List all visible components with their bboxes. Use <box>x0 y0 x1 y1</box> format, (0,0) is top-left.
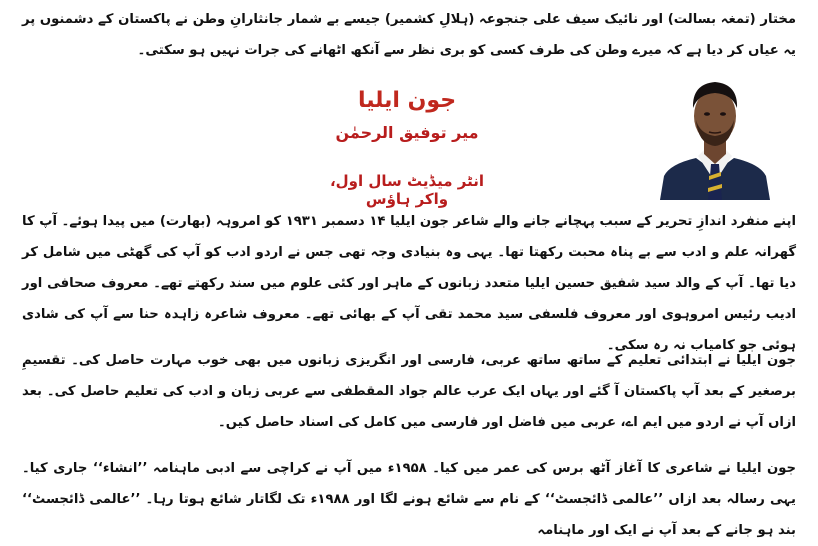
article-paragraph: جون ایلیا نے ابتدائی تعلیم کے ساتھ ساتھ عربی، فارسی اور انگریزی زبانوں میں بھی خوب مہارت حاصل کی۔ تقسیمِ برصغیر کے بعد آپ پاکستان آ گئے اور یہاں ایک عرب عالم جواد المقطفی سے عربی زبان و ادب کی تعلیم حاصل کی۔ بعد ازاں آپ نے اردو میں ایم اے، عربی میں فاضل اور فارسی میں کامل کی اسناد حاصل کیں۔ <box>22 353 796 430</box>
intro-paragraph: مختار (تمغہ بسالت) اور نائیک سیف علی جنجوعہ (ہلالِ کشمیر) جیسے بے شمار جانثارانِ وطن نے پاکستان کے دشمنوں پر یہ عیاں کر دیا ہے کہ میرے وطن کی طرف کسی کو بری نظر سے آنکھ اٹھانے کی جرات نہیں ہو سکتی۔ <box>22 12 796 58</box>
author-name: میر توفیق الرحمٰن <box>335 123 479 142</box>
student-portrait-icon <box>652 72 778 200</box>
article-paragraph: جون ایلیا نے شاعری کا آغاز آٹھ برس کی عمر میں کیا۔ ۱۹۵۸ء میں آپ نے کراچی سے ادبی ماہنامہ ’’انشاء‘‘ جاری کیا۔ یہی رسالہ بعد ازاں ’’عالمی ڈائجسٹ‘‘ کے نام سے شائع ہونے لگا اور ۱۹۸۸ء تک لگاتار شائع ہوتا رہا۔ ’’عالمی ڈائجسٹ‘‘ بند ہو جانے کے بعد آپ نے ایک اور ماہنامہ <box>22 461 796 538</box>
article-paragraph: اپنے منفرد اندازِ تحریر کے سبب پہچانے جانے والے شاعر جون ایلیا ۱۴ دسمبر ۱۹۳۱ کو امروہہ (بھارت) میں پیدا ہوئے۔ آپ کا گھرانہ علم و ادب سے بے پناہ محبت رکھتا تھا۔ یہی وہ بنیادی وجہ تھی جس نے اردو ادب کو آپ کی گھٹی میں شامل کر دیا تھا۔ آپ کے والد سید شفیق حسین ایلیا متعدد زبانوں کے ماہر اور کئی علوم میں سند رکھتے تھے۔ معروف صحافی اور ادیب رئیس امروہوی اور معروف فلسفی سید محمد تقی آپ کے بھائی تھے۔ معروف شاعرہ زاہدہ حنا سے آپ کی شادی ہوئی جو کامیاب نہ رہ سکی۔ <box>22 214 796 353</box>
author-photo <box>652 72 778 200</box>
author-class: انٹر میڈیٹ سال اول، واکر ہاؤس <box>329 172 485 208</box>
article-title: جون ایلیا <box>357 88 457 113</box>
